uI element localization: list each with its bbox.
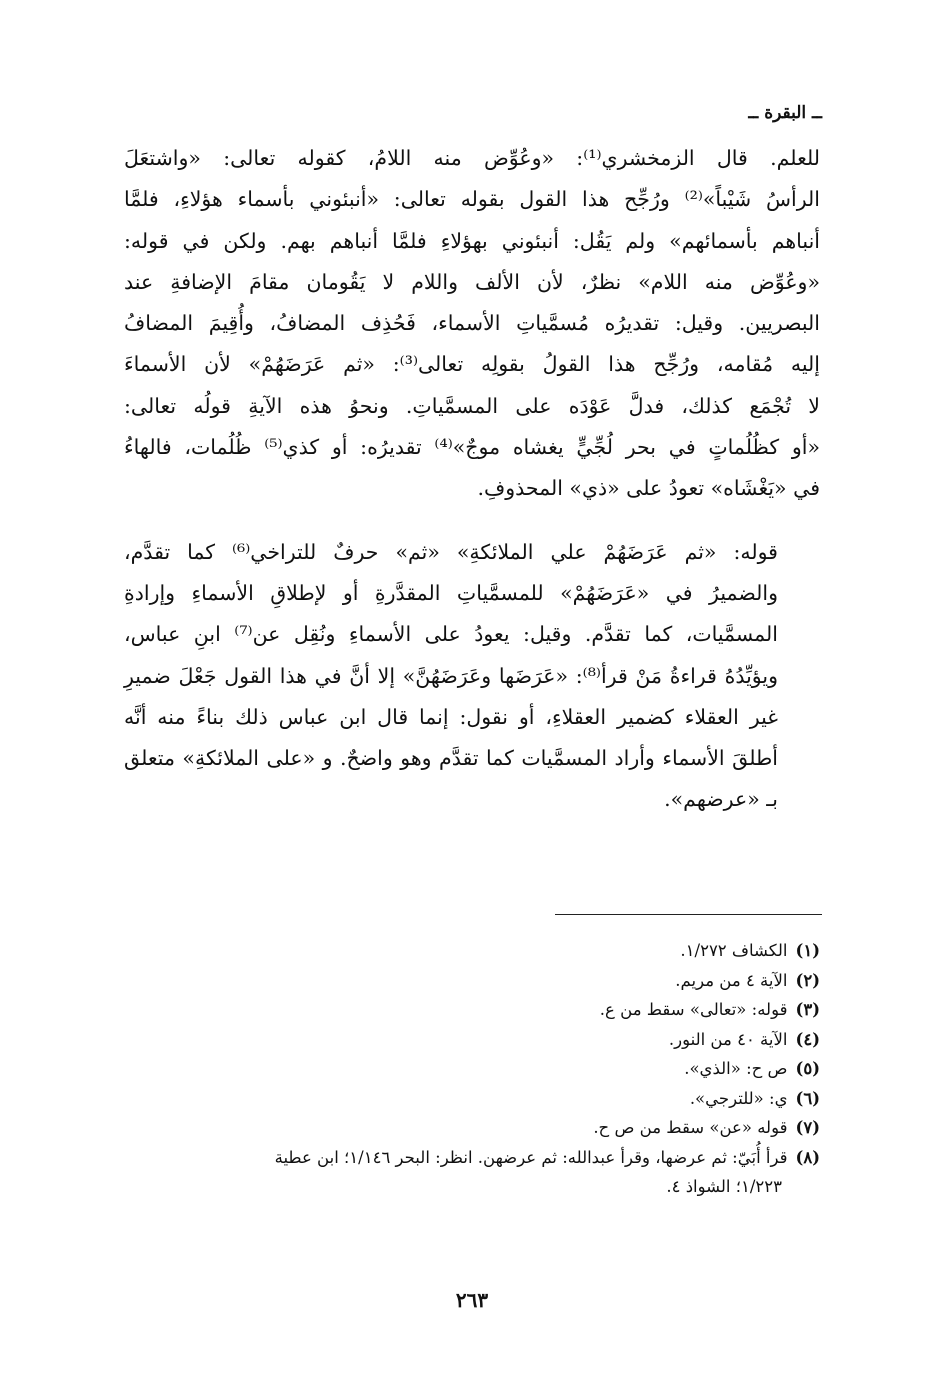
footnote-number: (٧) (795, 1118, 820, 1137)
footnote-number: (٣) (795, 1000, 820, 1019)
text-line: ويؤيِّدُهُ قراءةُ مَنْ قرأ⁽⁸⁾: «عَرَضَها وعَرَضَهُنَّ» إلا أنَّ في هذا القول جَعْلَ ضميرِ (124, 663, 778, 688)
text-line: قوله: «ثم عَرَضَهُمْ علي الملائكةِ» «ثم» حرفٌ للتراخي⁽⁶⁾ كما تقدَّم، (124, 539, 778, 564)
footnote-text: قوله «عن» سقط من ص ح. (593, 1118, 788, 1137)
text-line: «وعُوِّض منه اللام» نظرٌ، لأن الألف واللام لا يَقُومان مقامَ الإضافةِ عند (124, 269, 820, 294)
footnote (120, 1084, 820, 1114)
running-head: ــ البقرة ــ (748, 103, 822, 123)
footnote-text: الكشاف ١/٢٧٢. (680, 941, 788, 960)
text-line: والضميرُ في «عَرَضَهُمْ» للمسمَّياتِ المقدَّرةِ أو لإطلاقِ الأسماءِ وإرادةِ (124, 580, 778, 605)
text-line: البصريين. وقيل: تقديرُه مُسمَّياتِ الأسماء، فَحُذِف المضافُ، وأُقِيمَ المضافُ (124, 311, 820, 336)
footnote-number: (٦) (795, 1088, 820, 1108)
footnote-continuation: ١/٢٢٣؛ الشواذ ٤. (666, 1177, 782, 1196)
footnote (120, 1143, 820, 1173)
footnote-text: ص ح: «الذي». (684, 1059, 788, 1078)
paragraph-2 (124, 532, 820, 821)
text-line: في «يَغْشَاه» تعودُ على «ذي» المحذوفِ. (477, 476, 820, 501)
footnote-text: ي: «للترجي». (689, 1088, 788, 1108)
footnote-number: (٥) (795, 1059, 820, 1078)
text-line: بـ «عرضهم». (664, 787, 778, 812)
text-line: المسمَّيات، كما تقدَّم. وقيل: يعودُ على الأسماءِ ونُقِل عن⁽⁷⁾ ابنِ عباس، (124, 622, 778, 647)
text-line: الرأسُ شَيْباً»⁽²⁾ ورُجِّح هذا القول بقوله تعالى: «أنبئوني بأسماء هؤلاءِ، فلمَّا (124, 187, 820, 212)
footnote-number: (٨) (795, 1147, 820, 1167)
text-line: للعلم. قال الزمخشري⁽¹⁾: «وعُوِّض منه اللامُ، كقوله تعالى: «واشتعَلَ (124, 146, 820, 170)
footnote (120, 1025, 820, 1055)
footnote-separator (555, 914, 822, 915)
paragraph-1 (124, 138, 820, 510)
footnote-number: (٤) (795, 1029, 820, 1049)
page-number: ٢٦٣ (455, 1288, 489, 1312)
main-text (124, 138, 820, 821)
footnote (120, 966, 820, 996)
footnote-number: (٢) (795, 970, 820, 990)
text-line: أنباهم بأسمائهم» ولم يَقُل: أنبئوني بهؤلاءِ فلمَّا أنباهم بهم. ولكن في قوله: (124, 228, 820, 253)
text-line: غير العقلاء كضمير العقلاءِ، أو نقول: إنما قال ابن عباس ذلك بناءً منه أنَّه (124, 704, 778, 729)
footnote (120, 995, 820, 1025)
footnote-text: الآية ٤٠ من النور. (668, 1029, 788, 1049)
footnote-number: (١) (795, 941, 820, 960)
footnotes (120, 936, 820, 1202)
footnote-text: الآية ٤ من مريم. (675, 970, 788, 990)
footnote (120, 936, 820, 966)
text-line: لا تُجْمَع كذلك، فدلَّ عَوْدَه على المسمَّياتِ. ونحوُ هذه الآيةِ قولُه تعالى: (124, 393, 820, 418)
footnote (120, 1054, 820, 1084)
text-line: أطلقَ الأسماء وأراد المسمَّيات كما تقدَّم وهو واضحٌ. و «على الملائكةِ» متعلق (124, 746, 778, 771)
footnote-text: قرأ أُبَيّ: ثم عرضها، وقرأ عبدالله: ثم عرضهن. انظر: البحر ١/١٤٦؛ ابن عطية (274, 1147, 788, 1167)
footnote-text: قوله: «تعالى» سقط من ع. (599, 1000, 788, 1019)
footnote (120, 1113, 820, 1143)
text-line: «أو كظُلُماتٍ في بحر لُجِّيٍّ يغشاه موجٌ»⁽⁴⁾ تقديرُه: أو كذي⁽⁵⁾ ظُلُمات، فالهاءُ (124, 435, 821, 460)
text-line: إليه مُقامه، ورُجِّح هذا القولُ بقولِه تعالى⁽³⁾: «ثم عَرَضَهُمْ» لأن الأسماءَ (124, 352, 820, 377)
